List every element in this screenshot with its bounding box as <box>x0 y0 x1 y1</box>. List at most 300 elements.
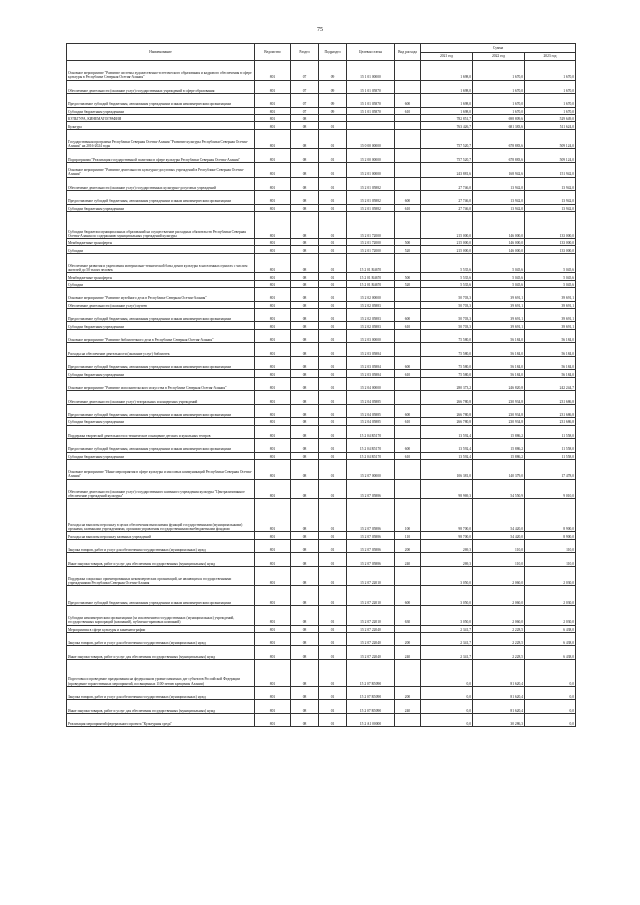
row-section: 08 <box>291 659 319 686</box>
row-sum-2021: 3 050,0 <box>421 566 473 586</box>
row-sum-2023: 242 244,7 <box>525 377 576 391</box>
row-target: 15 2 07 22040 <box>347 625 395 632</box>
row-subsection: 01 <box>319 308 347 322</box>
page-number: 75 <box>317 27 323 33</box>
row-sum-2021: 269,3 <box>421 539 473 553</box>
row-ministry: 801 <box>255 686 291 700</box>
row-subsection: 09 <box>319 94 347 108</box>
row-name: Поддержка социально ориентированных некоммерческих организаций, не являющихся государственными учреждениями Республики Северная Осетия-Алания <box>67 566 255 586</box>
row-section: 08 <box>291 439 319 453</box>
row-section: 08 <box>291 162 319 177</box>
table-row <box>67 553 576 567</box>
row-section: 08 <box>291 301 319 308</box>
row-name: Мероприятия в сфере культуры и кинематографии <box>67 625 255 632</box>
row-sum-2022: 698 809,6 <box>473 114 525 121</box>
row-ministry: 801 <box>255 479 291 499</box>
row-sum-2022: 678 883,6 <box>473 149 525 163</box>
row-ministry: 801 <box>255 211 291 238</box>
row-section: 08 <box>291 129 319 149</box>
row-sum-2022: 2 228,5 <box>473 646 525 660</box>
table-row <box>67 273 576 280</box>
row-sum-2021: 0,0 <box>421 700 473 714</box>
row-sum-2021: 27 746,0 <box>421 177 473 191</box>
row-sum-2021: 50 703,3 <box>421 308 473 322</box>
row-subsection: 01 <box>319 605 347 625</box>
row-expense <box>395 80 421 94</box>
row-expense: 520 <box>395 280 421 287</box>
row-sum-2022: 2 060,0 <box>473 605 525 625</box>
row-sum-2023: 2 030,0 <box>525 586 576 606</box>
row-sum-2022: 110,0 <box>473 539 525 553</box>
row-subsection: 09 <box>319 80 347 94</box>
row-expense <box>395 211 421 238</box>
row-section: 08 <box>291 586 319 606</box>
row-sum-2022: 5 045,6 <box>473 280 525 287</box>
row-sum-2022: 168 942,6 <box>473 162 525 177</box>
row-expense: 610 <box>395 452 421 459</box>
row-ministry: 801 <box>255 114 291 121</box>
row-sum-2021: 757 520,7 <box>421 149 473 163</box>
row-ministry: 801 <box>255 625 291 632</box>
row-sum-2022: 15 886,2 <box>473 452 525 459</box>
row-name: Обеспечение деятельности (оказание услуг) государственных учреждений в сфере образования <box>67 80 255 94</box>
row-sum-2021: 0,0 <box>421 713 473 727</box>
row-sum-2022: 54 420,0 <box>473 532 525 539</box>
row-subsection: 01 <box>319 499 347 532</box>
row-sum-2023: 13 942,0 <box>525 177 576 191</box>
row-target: 15 2 07 22010 <box>347 586 395 606</box>
row-expense <box>395 129 421 149</box>
row-sum-2022: 13 942,0 <box>473 191 525 205</box>
row-sum-2021: 3 050,0 <box>421 586 473 606</box>
row-sum-2022: 2 228,5 <box>473 632 525 646</box>
row-expense <box>395 391 421 405</box>
row-sum-2022: 56 184,0 <box>473 343 525 357</box>
row-sum-2022: 39 691,1 <box>473 308 525 322</box>
row-expense: 600 <box>395 191 421 205</box>
row-sum-2021: 243 881,6 <box>421 162 473 177</box>
row-sum-2023: 39 691,1 <box>525 288 576 302</box>
row-target: 15 2 04 05885 <box>347 418 395 425</box>
table-row <box>67 253 576 273</box>
row-sum-2021: 75 580,0 <box>421 329 473 343</box>
row-name: Предоставление субсидий бюджетным, автономным учреждениям и иным некоммерческим организациям <box>67 191 255 205</box>
row-ministry: 801 <box>255 605 291 625</box>
row-target: 15 2 03 05884 <box>347 343 395 357</box>
row-sum-2022: 2 060,0 <box>473 586 525 606</box>
row-name: Субсидии бюджетным учреждениям <box>67 204 255 211</box>
row-ministry: 801 <box>255 539 291 553</box>
row-sum-2022: 81 620,4 <box>473 700 525 714</box>
row-target: 15 0 00 00000 <box>347 129 395 149</box>
row-sum-2023: 1 670,0 <box>525 61 576 81</box>
table-row <box>67 322 576 329</box>
row-target: 15 2 01 05882 <box>347 191 395 205</box>
row-target: 15 2 04 05885 <box>347 391 395 405</box>
row-sum-2022: 2 228,5 <box>473 625 525 632</box>
row-sum-2023: 2 030,0 <box>525 605 576 625</box>
row-sum-2023: 6 438,0 <box>525 646 576 660</box>
row-ministry: 801 <box>255 377 291 391</box>
row-sum-2021: 50 703,3 <box>421 301 473 308</box>
row-subsection: 01 <box>319 356 347 370</box>
row-ministry: 801 <box>255 246 291 253</box>
row-section: 08 <box>291 700 319 714</box>
row-sum-2021: 215 000,0 <box>421 246 473 253</box>
header-target: Целевая статья <box>347 44 395 61</box>
table-row <box>67 246 576 253</box>
row-section: 08 <box>291 479 319 499</box>
row-sum-2021: 1 698,0 <box>421 80 473 94</box>
row-expense: 240 <box>395 646 421 660</box>
row-expense <box>395 625 421 632</box>
row-name: Субсидии <box>67 280 255 287</box>
row-expense <box>395 177 421 191</box>
row-ministry: 801 <box>255 713 291 727</box>
row-name: Подготовка и проведение празднования на федеральном уровне памятных дат субъектов Российской Федерации (проведение торжественных мероприятий, посвященных 1100-летию крещения Алании) <box>67 659 255 686</box>
row-sum-2021: 5 535,6 <box>421 280 473 287</box>
row-sum-2022: 146 000,0 <box>473 246 525 253</box>
row-subsection: 01 <box>319 238 347 245</box>
row-section: 08 <box>291 632 319 646</box>
row-sum-2022: 230 934,8 <box>473 391 525 405</box>
row-ministry: 801 <box>255 122 291 129</box>
row-sum-2021: 50 703,3 <box>421 322 473 329</box>
row-expense <box>395 301 421 308</box>
row-sum-2022: 54 420,0 <box>473 499 525 532</box>
row-subsection: 01 <box>319 329 347 343</box>
row-ministry: 801 <box>255 273 291 280</box>
row-section: 08 <box>291 391 319 405</box>
row-name: Закупка товаров, работ и услуг для обеспечения государственных (муниципальных) нужд <box>67 539 255 553</box>
row-sum-2022: 2 060,0 <box>473 566 525 586</box>
row-target: 15 2 04 R5170 <box>347 452 395 459</box>
row-sum-2021: 98 700,0 <box>421 499 473 532</box>
row-name: Расходы на выплаты персоналу казенных учреждений <box>67 532 255 539</box>
row-sum-2023: 0,0 <box>525 659 576 686</box>
table-row <box>67 162 576 177</box>
row-name: Субсидии некоммерческим организациям (за исключением государственных (муниципальных) учреждений, государственных корпораций (компаний), публично-правовых компаний) <box>67 605 255 625</box>
row-section: 08 <box>291 452 319 459</box>
table-row <box>67 532 576 539</box>
row-section: 08 <box>291 288 319 302</box>
table-row <box>67 605 576 625</box>
row-sum-2021: 27 746,0 <box>421 191 473 205</box>
row-ministry: 801 <box>255 343 291 357</box>
row-target: 15 2 07 22040 <box>347 632 395 646</box>
row-ministry: 801 <box>255 107 291 114</box>
row-sum-2022: 56 184,0 <box>473 356 525 370</box>
row-sum-2021: 13 592,4 <box>421 425 473 439</box>
row-ministry: 801 <box>255 149 291 163</box>
row-target: 15 2 02 05883 <box>347 308 395 322</box>
row-sum-2022: 56 184,0 <box>473 370 525 377</box>
row-sum-2022: 5 045,6 <box>473 253 525 273</box>
row-section: 07 <box>291 107 319 114</box>
row-sum-2023: 9 010,0 <box>525 479 576 499</box>
table-row <box>67 94 576 108</box>
row-sum-2023: 0,0 <box>525 713 576 727</box>
row-target: 15 2 01 00000 <box>347 162 395 177</box>
table-row <box>67 308 576 322</box>
row-sum-2023: 11 558,0 <box>525 425 576 439</box>
row-expense: 600 <box>395 94 421 108</box>
row-section: 08 <box>291 329 319 343</box>
row-subsection: 01 <box>319 370 347 377</box>
row-target: 15 2 07 00000 <box>347 460 395 480</box>
row-sum-2021: 75 580,0 <box>421 343 473 357</box>
row-ministry: 801 <box>255 566 291 586</box>
row-name: Основное мероприятие "Развитие библиотечного дела в Республике Северная Осетия-Алания" <box>67 329 255 343</box>
table-row <box>67 238 576 245</box>
row-target: 15 2 07 05886 <box>347 539 395 553</box>
row-sum-2023: 2 030,0 <box>525 566 576 586</box>
table-row <box>67 204 576 211</box>
row-section: 08 <box>291 404 319 418</box>
row-sum-2022: 140 379,0 <box>473 460 525 480</box>
row-name: Субсидии бюджетным учреждениям <box>67 370 255 377</box>
row-subsection: 01 <box>319 713 347 727</box>
row-ministry: 801 <box>255 439 291 453</box>
row-name: Обеспечение развития и укрепления материально-технической базы домов культуры в населенных пунктах с числом жителей до 50 тысяч человек <box>67 253 255 273</box>
row-sum-2023: 39 691,1 <box>525 301 576 308</box>
row-ministry: 801 <box>255 418 291 425</box>
row-sum-2021: 1 698,0 <box>421 94 473 108</box>
row-ministry: 801 <box>255 659 291 686</box>
row-sum-2021: 75 580,0 <box>421 370 473 377</box>
row-sum-2021: 98 700,0 <box>421 532 473 539</box>
row-subsection: 01 <box>319 322 347 329</box>
row-name: Субсидии бюджетам муниципальных образований на осуществление расходных обязательств Республики Северная Осетия-Алания по содержанию муниципальных учреждений культуры <box>67 211 255 238</box>
row-subsection: 01 <box>319 377 347 391</box>
header-year-2021: 2021 год <box>421 53 473 61</box>
row-subsection: 01 <box>319 566 347 586</box>
table-row <box>67 149 576 163</box>
header-sums: Сумма <box>421 44 576 53</box>
row-expense: 240 <box>395 553 421 567</box>
row-subsection: 01 <box>319 659 347 686</box>
row-target: 15 2 07 05886 <box>347 499 395 532</box>
row-sum-2021: 763 426,7 <box>421 122 473 129</box>
header-name: Наименование <box>67 44 255 61</box>
row-target <box>347 114 395 121</box>
row-sum-2023: 0,0 <box>525 686 576 700</box>
table-row <box>67 586 576 606</box>
row-sum-2022: 81 620,4 <box>473 659 525 686</box>
row-section: 08 <box>291 686 319 700</box>
row-expense <box>395 149 421 163</box>
row-subsection: 01 <box>319 532 347 539</box>
row-name: Основное мероприятие "Развитие исполнительского искусства в Республике Северная Осетия-Алания" <box>67 377 255 391</box>
row-section: 08 <box>291 246 319 253</box>
table-row <box>67 439 576 453</box>
budget-table <box>66 43 576 727</box>
row-sum-2021: 266 780,8 <box>421 418 473 425</box>
row-sum-2023: 6 438,0 <box>525 632 576 646</box>
row-name: Предоставление субсидий бюджетным, автономным учреждениям и иным некоммерческим организациям <box>67 94 255 108</box>
row-sum-2021: 1 698,0 <box>421 61 473 81</box>
row-sum-2023: 151 942,0 <box>525 162 576 177</box>
row-subsection: 01 <box>319 452 347 459</box>
row-subsection: 01 <box>319 439 347 453</box>
row-sum-2022: 246 820,8 <box>473 377 525 391</box>
row-sum-2022: 230 934,8 <box>473 418 525 425</box>
row-sum-2021: 266 780,8 <box>421 391 473 405</box>
row-section: 08 <box>291 273 319 280</box>
row-ministry: 801 <box>255 553 291 567</box>
row-subsection: 09 <box>319 61 347 81</box>
row-expense <box>395 114 421 121</box>
row-ministry: 801 <box>255 80 291 94</box>
row-subsection: 01 <box>319 280 347 287</box>
row-name: Предоставление субсидий бюджетным, автономным учреждениям и иным некоммерческим организациям <box>67 308 255 322</box>
row-sum-2023: 13 942,0 <box>525 204 576 211</box>
row-sum-2021: 0,0 <box>421 659 473 686</box>
row-sum-2022: 13 942,0 <box>473 177 525 191</box>
row-sum-2021: 75 580,0 <box>421 356 473 370</box>
row-sum-2023: 110,0 <box>525 553 576 567</box>
row-sum-2023: 509 124,0 <box>525 129 576 149</box>
row-subsection: 01 <box>319 553 347 567</box>
row-name: Предоставление субсидий бюджетным, автономным учреждениям и иным некоммерческим организациям <box>67 586 255 606</box>
row-subsection: 01 <box>319 418 347 425</box>
row-target: 15 1 01 00000 <box>347 61 395 81</box>
row-sum-2022: 30 286,3 <box>473 713 525 727</box>
table-row <box>67 499 576 532</box>
row-sum-2021: 215 000,0 <box>421 238 473 245</box>
row-target: 15 2 07 R5090 <box>347 700 395 714</box>
row-sum-2022: 39 691,1 <box>473 301 525 308</box>
row-target: 15 2 03 05884 <box>347 370 395 377</box>
row-section: 08 <box>291 425 319 439</box>
row-section: 08 <box>291 370 319 377</box>
row-sum-2021: 757 520,7 <box>421 129 473 149</box>
row-ministry: 801 <box>255 532 291 539</box>
row-name: Субсидии <box>67 246 255 253</box>
row-expense: 110 <box>395 532 421 539</box>
row-ministry: 801 <box>255 308 291 322</box>
row-sum-2023: 231 686,8 <box>525 418 576 425</box>
row-sum-2022: 681 383,6 <box>473 122 525 129</box>
table-row <box>67 460 576 480</box>
row-section: 08 <box>291 377 319 391</box>
row-ministry: 801 <box>255 191 291 205</box>
row-subsection: 01 <box>319 273 347 280</box>
row-sum-2023: 110,0 <box>525 539 576 553</box>
row-subsection: 01 <box>319 479 347 499</box>
header-expense: Вид расхода <box>395 44 421 61</box>
row-sum-2021: 1 698,0 <box>421 107 473 114</box>
row-ministry: 801 <box>255 460 291 480</box>
row-section: 08 <box>291 122 319 129</box>
row-name: Обеспечение деятельности (оказание услуг) государственного казенного учреждения культуры "Централизованное обеспечение учреждений культуры" <box>67 479 255 499</box>
row-ministry: 801 <box>255 586 291 606</box>
header-subsection: Подраздел <box>319 44 347 61</box>
row-section: 07 <box>291 94 319 108</box>
row-section: 08 <box>291 553 319 567</box>
row-expense: 610 <box>395 418 421 425</box>
row-sum-2023: 56 184,0 <box>525 343 576 357</box>
row-sum-2023: 231 686,8 <box>525 391 576 405</box>
row-sum-2023: 1 670,0 <box>525 107 576 114</box>
table-row <box>67 479 576 499</box>
row-target: 15 2 04 05885 <box>347 404 395 418</box>
row-target: 15 2 07 22010 <box>347 605 395 625</box>
row-name: Закупка товаров, работ и услуг для обеспечения государственных (муниципальных) нужд <box>67 686 255 700</box>
row-subsection: 01 <box>319 162 347 177</box>
row-ministry: 801 <box>255 280 291 287</box>
row-sum-2022: 39 691,1 <box>473 288 525 302</box>
row-subsection: 01 <box>319 686 347 700</box>
row-sum-2022: 110,0 <box>473 553 525 567</box>
row-expense <box>395 162 421 177</box>
row-expense <box>395 425 421 439</box>
row-name: Закупка товаров, работ и услуг для обеспечения государственных (муниципальных) нужд <box>67 632 255 646</box>
row-section: 08 <box>291 114 319 121</box>
row-expense: 600 <box>395 439 421 453</box>
row-subsection: 01 <box>319 288 347 302</box>
row-ministry: 801 <box>255 700 291 714</box>
header-ministry: Ведомство <box>255 44 291 61</box>
row-ministry: 801 <box>255 404 291 418</box>
row-sum-2021: 3 050,0 <box>421 605 473 625</box>
row-sum-2022: 230 934,8 <box>473 404 525 418</box>
row-target: 15 2 02 00000 <box>347 288 395 302</box>
row-target: 15 2 02 05883 <box>347 301 395 308</box>
row-ministry: 801 <box>255 301 291 308</box>
row-subsection: 01 <box>319 129 347 149</box>
row-section: 08 <box>291 253 319 273</box>
row-section: 07 <box>291 61 319 81</box>
row-section: 08 <box>291 646 319 660</box>
row-target: 15 1 01 05870 <box>347 107 395 114</box>
row-expense: 610 <box>395 322 421 329</box>
row-name: Обеспечение деятельности (оказание услуг) музеев <box>67 301 255 308</box>
row-sum-2022: 678 883,6 <box>473 129 525 149</box>
row-ministry: 801 <box>255 94 291 108</box>
row-sum-2023: 133 000,0 <box>525 211 576 238</box>
row-ministry: 801 <box>255 238 291 245</box>
row-sum-2021: 13 592,4 <box>421 452 473 459</box>
table-row <box>67 377 576 391</box>
row-name: Реализация мероприятий федерального проекта "Культурная среда" <box>67 713 255 727</box>
row-sum-2022: 15 886,2 <box>473 425 525 439</box>
row-sum-2022: 81 620,4 <box>473 686 525 700</box>
row-subsection: 01 <box>319 625 347 632</box>
row-section: 08 <box>291 308 319 322</box>
row-ministry: 801 <box>255 329 291 343</box>
row-name: Расходы на обеспечение деятельности (оказание услуг) библиотек <box>67 343 255 357</box>
table-row <box>67 343 576 357</box>
row-name: Субсидии бюджетным учреждениям <box>67 322 255 329</box>
row-sum-2022: 1 670,0 <box>473 94 525 108</box>
row-ministry: 801 <box>255 356 291 370</box>
row-sum-2022: 54 550,9 <box>473 479 525 499</box>
row-target: 15 2 01 R4670 <box>347 273 395 280</box>
table-row <box>67 425 576 439</box>
row-sum-2021: 2 341,7 <box>421 632 473 646</box>
row-sum-2021: 269,3 <box>421 553 473 567</box>
row-sum-2023: 39 691,1 <box>525 322 576 329</box>
row-ministry: 801 <box>255 452 291 459</box>
row-section: 07 <box>291 80 319 94</box>
row-sum-2023: 8 900,0 <box>525 499 576 532</box>
table-row <box>67 370 576 377</box>
row-section: 08 <box>291 539 319 553</box>
row-expense <box>395 343 421 357</box>
row-target: 15 1 01 05870 <box>347 94 395 108</box>
row-subsection: 01 <box>319 122 347 129</box>
